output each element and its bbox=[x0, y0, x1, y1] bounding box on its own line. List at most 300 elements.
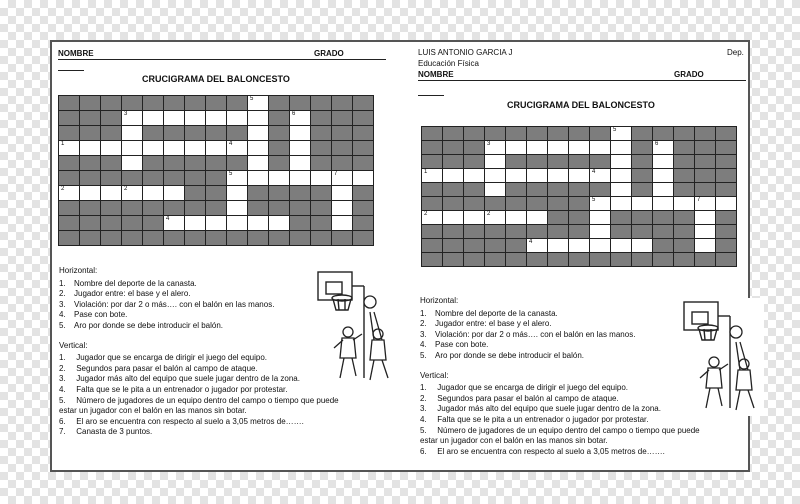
left-crossword-cell bbox=[248, 186, 268, 200]
right-crossword-cell bbox=[569, 155, 589, 168]
left-crossword-cell bbox=[80, 126, 100, 140]
right-horizontal-heading: Horizontal: bbox=[420, 296, 459, 305]
right-crossword-cell[interactable] bbox=[611, 169, 631, 182]
right-crossword-cell bbox=[674, 211, 694, 224]
right-crossword-cell[interactable] bbox=[653, 169, 673, 182]
left-crossword-cell bbox=[227, 231, 247, 245]
left-horizontal-clue-item: 2. Jugador entre: el base y el alero. bbox=[59, 289, 191, 299]
right-crossword-cell[interactable] bbox=[485, 183, 505, 196]
left-crossword-cell bbox=[206, 96, 226, 110]
left-crossword-cell[interactable] bbox=[227, 216, 247, 230]
left-crossword-cell bbox=[290, 216, 310, 230]
right-clue-number: 5 bbox=[613, 127, 617, 133]
right-vertical-clue-item: 6. El aro se encuentra con respecto al suelo a 3,05 metros de……. bbox=[420, 446, 665, 456]
right-crossword-title: CRUCIGRAMA DEL BALONCESTO bbox=[507, 100, 655, 110]
worksheet-page bbox=[50, 40, 750, 472]
left-clue-number: 6 bbox=[292, 111, 296, 117]
left-crossword-cell bbox=[143, 171, 163, 185]
right-crossword-cell bbox=[653, 225, 673, 238]
left-crossword-cell[interactable] bbox=[290, 156, 310, 170]
right-crossword-cell[interactable] bbox=[695, 239, 715, 252]
left-crossword-cell[interactable] bbox=[122, 141, 142, 155]
left-crossword-cell[interactable] bbox=[290, 171, 310, 185]
left-crossword-cell[interactable] bbox=[143, 186, 163, 200]
left-crossword-cell bbox=[227, 126, 247, 140]
left-crossword-cell bbox=[311, 201, 331, 215]
left-crossword-cell bbox=[332, 96, 352, 110]
right-crossword-cell[interactable] bbox=[548, 169, 568, 182]
right-crossword-cell[interactable] bbox=[590, 169, 610, 182]
right-crossword-cell[interactable] bbox=[443, 211, 463, 224]
right-crossword-cell bbox=[674, 127, 694, 140]
left-crossword-cell[interactable] bbox=[164, 186, 184, 200]
left-crossword-cell bbox=[80, 171, 100, 185]
left-crossword-cell[interactable] bbox=[227, 201, 247, 215]
left-crossword-title: CRUCIGRAMA DEL BALONCESTO bbox=[142, 74, 290, 84]
left-ball-icon bbox=[364, 296, 376, 308]
left-crossword-cell[interactable] bbox=[122, 111, 142, 125]
left-crossword-cell bbox=[290, 231, 310, 245]
left-clue-number: 7 bbox=[334, 171, 338, 177]
right-crossword-cell bbox=[716, 225, 736, 238]
left-crossword-cell[interactable] bbox=[332, 201, 352, 215]
right-crossword-cell[interactable] bbox=[485, 169, 505, 182]
left-short-underline bbox=[58, 70, 84, 71]
left-crossword-cell bbox=[59, 96, 79, 110]
left-crossword-cell[interactable] bbox=[248, 126, 268, 140]
right-crossword-cell[interactable] bbox=[653, 197, 673, 210]
left-crossword-cell bbox=[206, 126, 226, 140]
left-crossword-cell[interactable] bbox=[164, 111, 184, 125]
right-clue-number: 7 bbox=[697, 197, 701, 203]
left-clue-number: 2 bbox=[61, 186, 65, 192]
left-crossword-cell[interactable] bbox=[290, 141, 310, 155]
right-crossword-cell bbox=[506, 183, 526, 196]
left-crossword-cell bbox=[122, 216, 142, 230]
left-grado-label: GRADO bbox=[314, 49, 344, 58]
right-crossword-cell[interactable] bbox=[527, 169, 547, 182]
right-crossword-cell bbox=[506, 155, 526, 168]
left-crossword-cell bbox=[59, 126, 79, 140]
right-crossword-cell bbox=[611, 253, 631, 266]
left-crossword-cell bbox=[311, 111, 331, 125]
right-crossword-cell bbox=[653, 239, 673, 252]
left-horizontal-heading: Horizontal: bbox=[59, 266, 98, 275]
left-crossword-cell bbox=[101, 111, 121, 125]
left-crossword-cell bbox=[143, 156, 163, 170]
left-crossword-cell[interactable] bbox=[311, 171, 331, 185]
right-crossword-cell bbox=[590, 183, 610, 196]
right-clue-number: 1 bbox=[424, 169, 428, 175]
left-crossword-cell bbox=[290, 96, 310, 110]
left-crossword-cell bbox=[248, 231, 268, 245]
left-crossword-cell bbox=[353, 186, 373, 200]
right-crossword-cell bbox=[569, 127, 589, 140]
left-crossword-cell[interactable] bbox=[248, 171, 268, 185]
left-crossword-cell[interactable] bbox=[101, 141, 121, 155]
left-crossword-cell bbox=[311, 126, 331, 140]
right-crossword-cell bbox=[716, 127, 736, 140]
left-crossword-cell bbox=[185, 201, 205, 215]
right-crossword-cell bbox=[506, 253, 526, 266]
left-crossword-cell bbox=[269, 201, 289, 215]
right-vertical-clue-item: 3. Jugador más alto del equipo que suele jugar dentro de la zona. bbox=[420, 404, 661, 414]
right-crossword-cell[interactable] bbox=[611, 155, 631, 168]
left-crossword-cell[interactable] bbox=[101, 186, 121, 200]
right-crossword-cell[interactable] bbox=[695, 197, 715, 210]
right-crossword-cell[interactable] bbox=[674, 197, 694, 210]
left-crossword-cell bbox=[269, 141, 289, 155]
right-crossword-cell[interactable] bbox=[632, 239, 652, 252]
right-crossword-cell bbox=[548, 253, 568, 266]
right-crossword-cell bbox=[674, 141, 694, 154]
left-crossword-cell[interactable] bbox=[143, 141, 163, 155]
left-crossword-cell[interactable] bbox=[248, 216, 268, 230]
left-vertical-clue-item: 6. El aro se encuentra con respecto al suelo a 3,05 metros de……. bbox=[59, 416, 304, 426]
left-crossword-cell[interactable] bbox=[206, 216, 226, 230]
right-crossword-cell bbox=[569, 183, 589, 196]
right-crossword-cell bbox=[695, 169, 715, 182]
left-crossword-cell bbox=[143, 96, 163, 110]
left-crossword-cell[interactable] bbox=[122, 126, 142, 140]
left-crossword-cell bbox=[353, 216, 373, 230]
right-crossword-cell[interactable] bbox=[569, 169, 589, 182]
right-crossword-cell[interactable] bbox=[548, 239, 568, 252]
right-crossword-cell bbox=[548, 225, 568, 238]
left-crossword-cell[interactable] bbox=[332, 216, 352, 230]
left-crossword-cell bbox=[59, 171, 79, 185]
left-crossword-cell[interactable] bbox=[185, 141, 205, 155]
right-crossword-cell[interactable] bbox=[485, 141, 505, 154]
left-vertical-list bbox=[59, 353, 339, 438]
left-horizontal-clue-item: 4. Pase con bote. bbox=[59, 310, 128, 320]
right-crossword-cell[interactable] bbox=[590, 197, 610, 210]
left-crossword-cell[interactable] bbox=[206, 141, 226, 155]
right-crossword-cell[interactable] bbox=[422, 211, 442, 224]
left-crossword-cell bbox=[269, 186, 289, 200]
right-crossword-cell bbox=[716, 211, 736, 224]
right-crossword-cell bbox=[464, 127, 484, 140]
left-crossword-cell[interactable] bbox=[122, 156, 142, 170]
right-crossword-cell[interactable] bbox=[590, 239, 610, 252]
left-crossword-cell[interactable] bbox=[185, 216, 205, 230]
right-crossword-cell[interactable] bbox=[611, 183, 631, 196]
right-crossword-cell bbox=[422, 183, 442, 196]
department-label: Dep. bbox=[727, 48, 744, 57]
left-crossword-cell[interactable] bbox=[59, 186, 79, 200]
left-crossword-cell bbox=[353, 156, 373, 170]
right-crossword-cell bbox=[548, 155, 568, 168]
left-crossword-cell bbox=[332, 126, 352, 140]
right-crossword-cell[interactable] bbox=[590, 141, 610, 154]
left-crossword-cell bbox=[185, 126, 205, 140]
right-crossword-cell bbox=[422, 197, 442, 210]
right-vertical-clue-item: 4. Falta que se le pita a un entrenador o jugador por protestar. bbox=[420, 414, 649, 424]
right-crossword-cell bbox=[506, 239, 526, 252]
subject-label: Educación Física bbox=[418, 59, 479, 68]
teacher-name: LUIS ANTONIO GARCIA J bbox=[418, 48, 513, 57]
right-crossword-cell bbox=[674, 183, 694, 196]
left-crossword-cell[interactable] bbox=[353, 171, 373, 185]
right-crossword-cell[interactable] bbox=[611, 141, 631, 154]
right-crossword-cell bbox=[590, 155, 610, 168]
right-crossword-cell[interactable] bbox=[695, 211, 715, 224]
right-clue-number: 5 bbox=[592, 197, 596, 203]
left-crossword-cell bbox=[290, 186, 310, 200]
left-crossword-cell bbox=[122, 96, 142, 110]
left-crossword-cell bbox=[122, 171, 142, 185]
right-crossword-cell bbox=[716, 183, 736, 196]
right-crossword-cell bbox=[485, 253, 505, 266]
right-crossword-cell bbox=[485, 239, 505, 252]
right-crossword-cell[interactable] bbox=[611, 127, 631, 140]
left-crossword-cell bbox=[206, 156, 226, 170]
right-crossword-cell[interactable] bbox=[590, 211, 610, 224]
right-crossword-cell[interactable] bbox=[611, 197, 631, 210]
left-clue-number: 4 bbox=[229, 141, 233, 147]
right-crossword-cell bbox=[485, 197, 505, 210]
left-clues bbox=[59, 266, 339, 438]
left-crossword-cell[interactable] bbox=[80, 186, 100, 200]
right-crossword-cell[interactable] bbox=[611, 239, 631, 252]
left-vertical-clue-item: 2. Segundos para pasar el balón al campo de ataque. bbox=[59, 363, 258, 373]
left-crossword-cell bbox=[122, 231, 142, 245]
left-crossword-cell bbox=[143, 201, 163, 215]
right-crossword-cell bbox=[695, 155, 715, 168]
right-crossword-cell bbox=[716, 169, 736, 182]
left-crossword-cell[interactable] bbox=[332, 171, 352, 185]
right-crossword-cell bbox=[506, 127, 526, 140]
left-crossword-cell[interactable] bbox=[143, 111, 163, 125]
right-crossword-cell bbox=[653, 211, 673, 224]
left-vertical-heading: Vertical: bbox=[59, 340, 88, 350]
left-crossword-cell[interactable] bbox=[80, 141, 100, 155]
right-short-underline bbox=[418, 95, 444, 96]
left-crossword-cell bbox=[143, 231, 163, 245]
right-crossword-cell bbox=[464, 155, 484, 168]
right-crossword-cell[interactable] bbox=[590, 225, 610, 238]
left-crossword-cell[interactable] bbox=[164, 141, 184, 155]
right-crossword-cell[interactable] bbox=[464, 169, 484, 182]
right-crossword-cell bbox=[464, 183, 484, 196]
left-crossword-cell bbox=[101, 171, 121, 185]
left-crossword-cell bbox=[206, 231, 226, 245]
left-crossword-cell bbox=[353, 141, 373, 155]
left-crossword-cell bbox=[59, 111, 79, 125]
right-vertical-clue-item: 5. Número de jugadores de un equipo dentro del campo o tiempo que puede bbox=[420, 425, 700, 435]
right-crossword-cell bbox=[485, 127, 505, 140]
right-clue-number: 4 bbox=[592, 169, 596, 175]
left-vertical-clue-item: 1. Jugador que se encarga de dirigir el juego del equipo. bbox=[59, 353, 268, 363]
right-crossword-cell bbox=[674, 253, 694, 266]
left-crossword-cell bbox=[185, 156, 205, 170]
right-vertical-clue-item: 2. Segundos para pasar el balón al campo de ataque. bbox=[420, 393, 619, 403]
left-clue-number: 5 bbox=[250, 96, 254, 102]
left-crossword-cell[interactable] bbox=[248, 96, 268, 110]
left-crossword-cell bbox=[101, 96, 121, 110]
right-crossword-cell[interactable] bbox=[548, 141, 568, 154]
left-crossword-cell bbox=[332, 156, 352, 170]
right-horizontal-clue-item: 5. Aro por donde se debe introducir el balón. bbox=[420, 350, 584, 360]
left-nombre-label: NOMBRE bbox=[58, 49, 94, 58]
right-crossword-cell bbox=[506, 225, 526, 238]
left-vertical-clue-item: 4. Falta que se le pita a un entrenador o jugador por protestar. bbox=[59, 384, 288, 394]
left-crossword-cell[interactable] bbox=[269, 171, 289, 185]
right-crossword-cell[interactable] bbox=[485, 211, 505, 224]
right-crossword-cell bbox=[464, 197, 484, 210]
left-crossword-cell bbox=[164, 96, 184, 110]
left-crossword-cell[interactable] bbox=[122, 186, 142, 200]
right-crossword-cell bbox=[527, 225, 547, 238]
right-crossword-cell bbox=[443, 253, 463, 266]
right-vertical-heading: Vertical: bbox=[420, 370, 449, 380]
right-crossword-cell bbox=[653, 127, 673, 140]
right-crossword-cell bbox=[632, 169, 652, 182]
right-crossword-cell[interactable] bbox=[653, 183, 673, 196]
left-crossword-cell[interactable] bbox=[269, 216, 289, 230]
left-crossword-cell[interactable] bbox=[290, 111, 310, 125]
right-crossword-cell bbox=[569, 253, 589, 266]
left-crossword-cell bbox=[227, 156, 247, 170]
right-crossword-cell bbox=[632, 141, 652, 154]
left-crossword-cell bbox=[59, 201, 79, 215]
left-crossword-cell bbox=[311, 231, 331, 245]
right-crossword-grid bbox=[421, 126, 737, 267]
right-crossword-cell bbox=[485, 225, 505, 238]
left-crossword-cell bbox=[290, 201, 310, 215]
right-crossword-cell[interactable] bbox=[506, 141, 526, 154]
left-clue-number: 5 bbox=[229, 171, 233, 177]
left-crossword-cell bbox=[101, 231, 121, 245]
left-crossword-cell bbox=[353, 96, 373, 110]
left-crossword-cell bbox=[332, 111, 352, 125]
right-crossword-cell bbox=[506, 197, 526, 210]
right-crossword-cell[interactable] bbox=[485, 155, 505, 168]
right-crossword-cell bbox=[716, 155, 736, 168]
left-crossword-cell[interactable] bbox=[227, 171, 247, 185]
left-crossword-cell[interactable] bbox=[227, 186, 247, 200]
right-crossword-cell bbox=[695, 183, 715, 196]
right-crossword-cell[interactable] bbox=[653, 155, 673, 168]
left-crossword-cell[interactable] bbox=[227, 111, 247, 125]
right-grado-label: GRADO bbox=[674, 70, 704, 79]
left-crossword-cell bbox=[227, 96, 247, 110]
left-crossword-cell[interactable] bbox=[206, 111, 226, 125]
right-crossword-cell bbox=[548, 197, 568, 210]
right-crossword-cell bbox=[674, 239, 694, 252]
right-crossword-cell bbox=[695, 253, 715, 266]
right-crossword-cell[interactable] bbox=[632, 197, 652, 210]
right-crossword-cell[interactable] bbox=[527, 211, 547, 224]
right-crossword-cell bbox=[716, 141, 736, 154]
right-crossword-cell bbox=[443, 155, 463, 168]
right-horizontal-clue-item: 1. Nombre del deporte de la canasta. bbox=[420, 308, 558, 318]
left-crossword-cell bbox=[311, 96, 331, 110]
right-crossword-cell bbox=[611, 225, 631, 238]
right-crossword-cell bbox=[674, 169, 694, 182]
left-crossword-cell bbox=[101, 126, 121, 140]
right-clues bbox=[420, 296, 700, 457]
right-crossword-cell[interactable] bbox=[569, 141, 589, 154]
left-crossword-cell[interactable] bbox=[227, 141, 247, 155]
left-crossword-cell bbox=[185, 171, 205, 185]
left-crossword-cell bbox=[80, 111, 100, 125]
right-clue-number: 6 bbox=[655, 141, 659, 147]
left-basketball-players-illustration bbox=[316, 268, 398, 386]
left-crossword-cell[interactable] bbox=[290, 126, 310, 140]
right-crossword-cell bbox=[443, 141, 463, 154]
right-crossword-cell bbox=[632, 155, 652, 168]
right-crossword-cell bbox=[422, 253, 442, 266]
left-crossword-cell bbox=[80, 156, 100, 170]
right-crossword-cell bbox=[464, 225, 484, 238]
left-crossword-cell[interactable] bbox=[248, 141, 268, 155]
right-crossword-cell bbox=[464, 141, 484, 154]
left-crossword-cell bbox=[353, 126, 373, 140]
left-horizontal-list bbox=[59, 279, 321, 332]
left-crossword-cell bbox=[332, 231, 352, 245]
right-horizontal-clue-item: 2. Jugador entre: el base y el alero. bbox=[420, 319, 552, 329]
right-clue-number: 4 bbox=[529, 239, 533, 245]
right-crossword-cell[interactable] bbox=[464, 211, 484, 224]
right-crossword-cell bbox=[611, 211, 631, 224]
left-crossword-cell bbox=[164, 201, 184, 215]
right-crossword-cell bbox=[527, 197, 547, 210]
left-horizontal-clue-item: 5. Aro por donde se debe introducir el balón. bbox=[59, 320, 223, 330]
right-crossword-cell[interactable] bbox=[695, 225, 715, 238]
left-crossword-cell bbox=[206, 171, 226, 185]
left-crossword-cell bbox=[59, 156, 79, 170]
left-vertical-clue-item: 7. Canasta de 3 puntos. bbox=[59, 427, 153, 437]
left-crossword-cell bbox=[164, 126, 184, 140]
right-crossword-cell bbox=[422, 239, 442, 252]
right-crossword-cell bbox=[443, 197, 463, 210]
right-clue-number: 3 bbox=[487, 141, 491, 147]
left-crossword-cell[interactable] bbox=[248, 156, 268, 170]
left-vertical-clue-item: estar un jugador con el balón en las manos sin botar. bbox=[59, 406, 247, 416]
left-crossword-cell[interactable] bbox=[164, 216, 184, 230]
right-crossword-cell[interactable] bbox=[527, 141, 547, 154]
right-crossword-cell[interactable] bbox=[506, 169, 526, 182]
right-crossword-cell[interactable] bbox=[569, 239, 589, 252]
right-crossword-cell[interactable] bbox=[527, 239, 547, 252]
left-crossword-cell bbox=[101, 201, 121, 215]
right-crossword-cell[interactable] bbox=[653, 141, 673, 154]
right-crossword-cell bbox=[422, 127, 442, 140]
left-crossword-cell[interactable] bbox=[185, 111, 205, 125]
left-crossword-cell bbox=[185, 186, 205, 200]
left-crossword-cell bbox=[311, 141, 331, 155]
left-crossword-cell[interactable] bbox=[248, 111, 268, 125]
left-horizontal-clue-item: 3. Violación: por dar 2 o más…. con el balón en las manos. bbox=[59, 299, 275, 309]
left-crossword-cell[interactable] bbox=[59, 141, 79, 155]
right-crossword-cell[interactable] bbox=[443, 169, 463, 182]
left-crossword-cell bbox=[164, 156, 184, 170]
right-crossword-cell bbox=[548, 211, 568, 224]
left-crossword-cell bbox=[164, 231, 184, 245]
right-crossword-cell bbox=[527, 183, 547, 196]
left-crossword-cell bbox=[269, 96, 289, 110]
left-crossword-cell[interactable] bbox=[332, 186, 352, 200]
left-crossword-cell bbox=[185, 231, 205, 245]
left-crossword-grid bbox=[58, 95, 374, 246]
right-crossword-cell[interactable] bbox=[716, 197, 736, 210]
left-crossword-cell bbox=[101, 156, 121, 170]
right-crossword-cell[interactable] bbox=[422, 169, 442, 182]
left-crossword-cell bbox=[59, 231, 79, 245]
right-crossword-cell bbox=[527, 127, 547, 140]
right-crossword-cell[interactable] bbox=[506, 211, 526, 224]
